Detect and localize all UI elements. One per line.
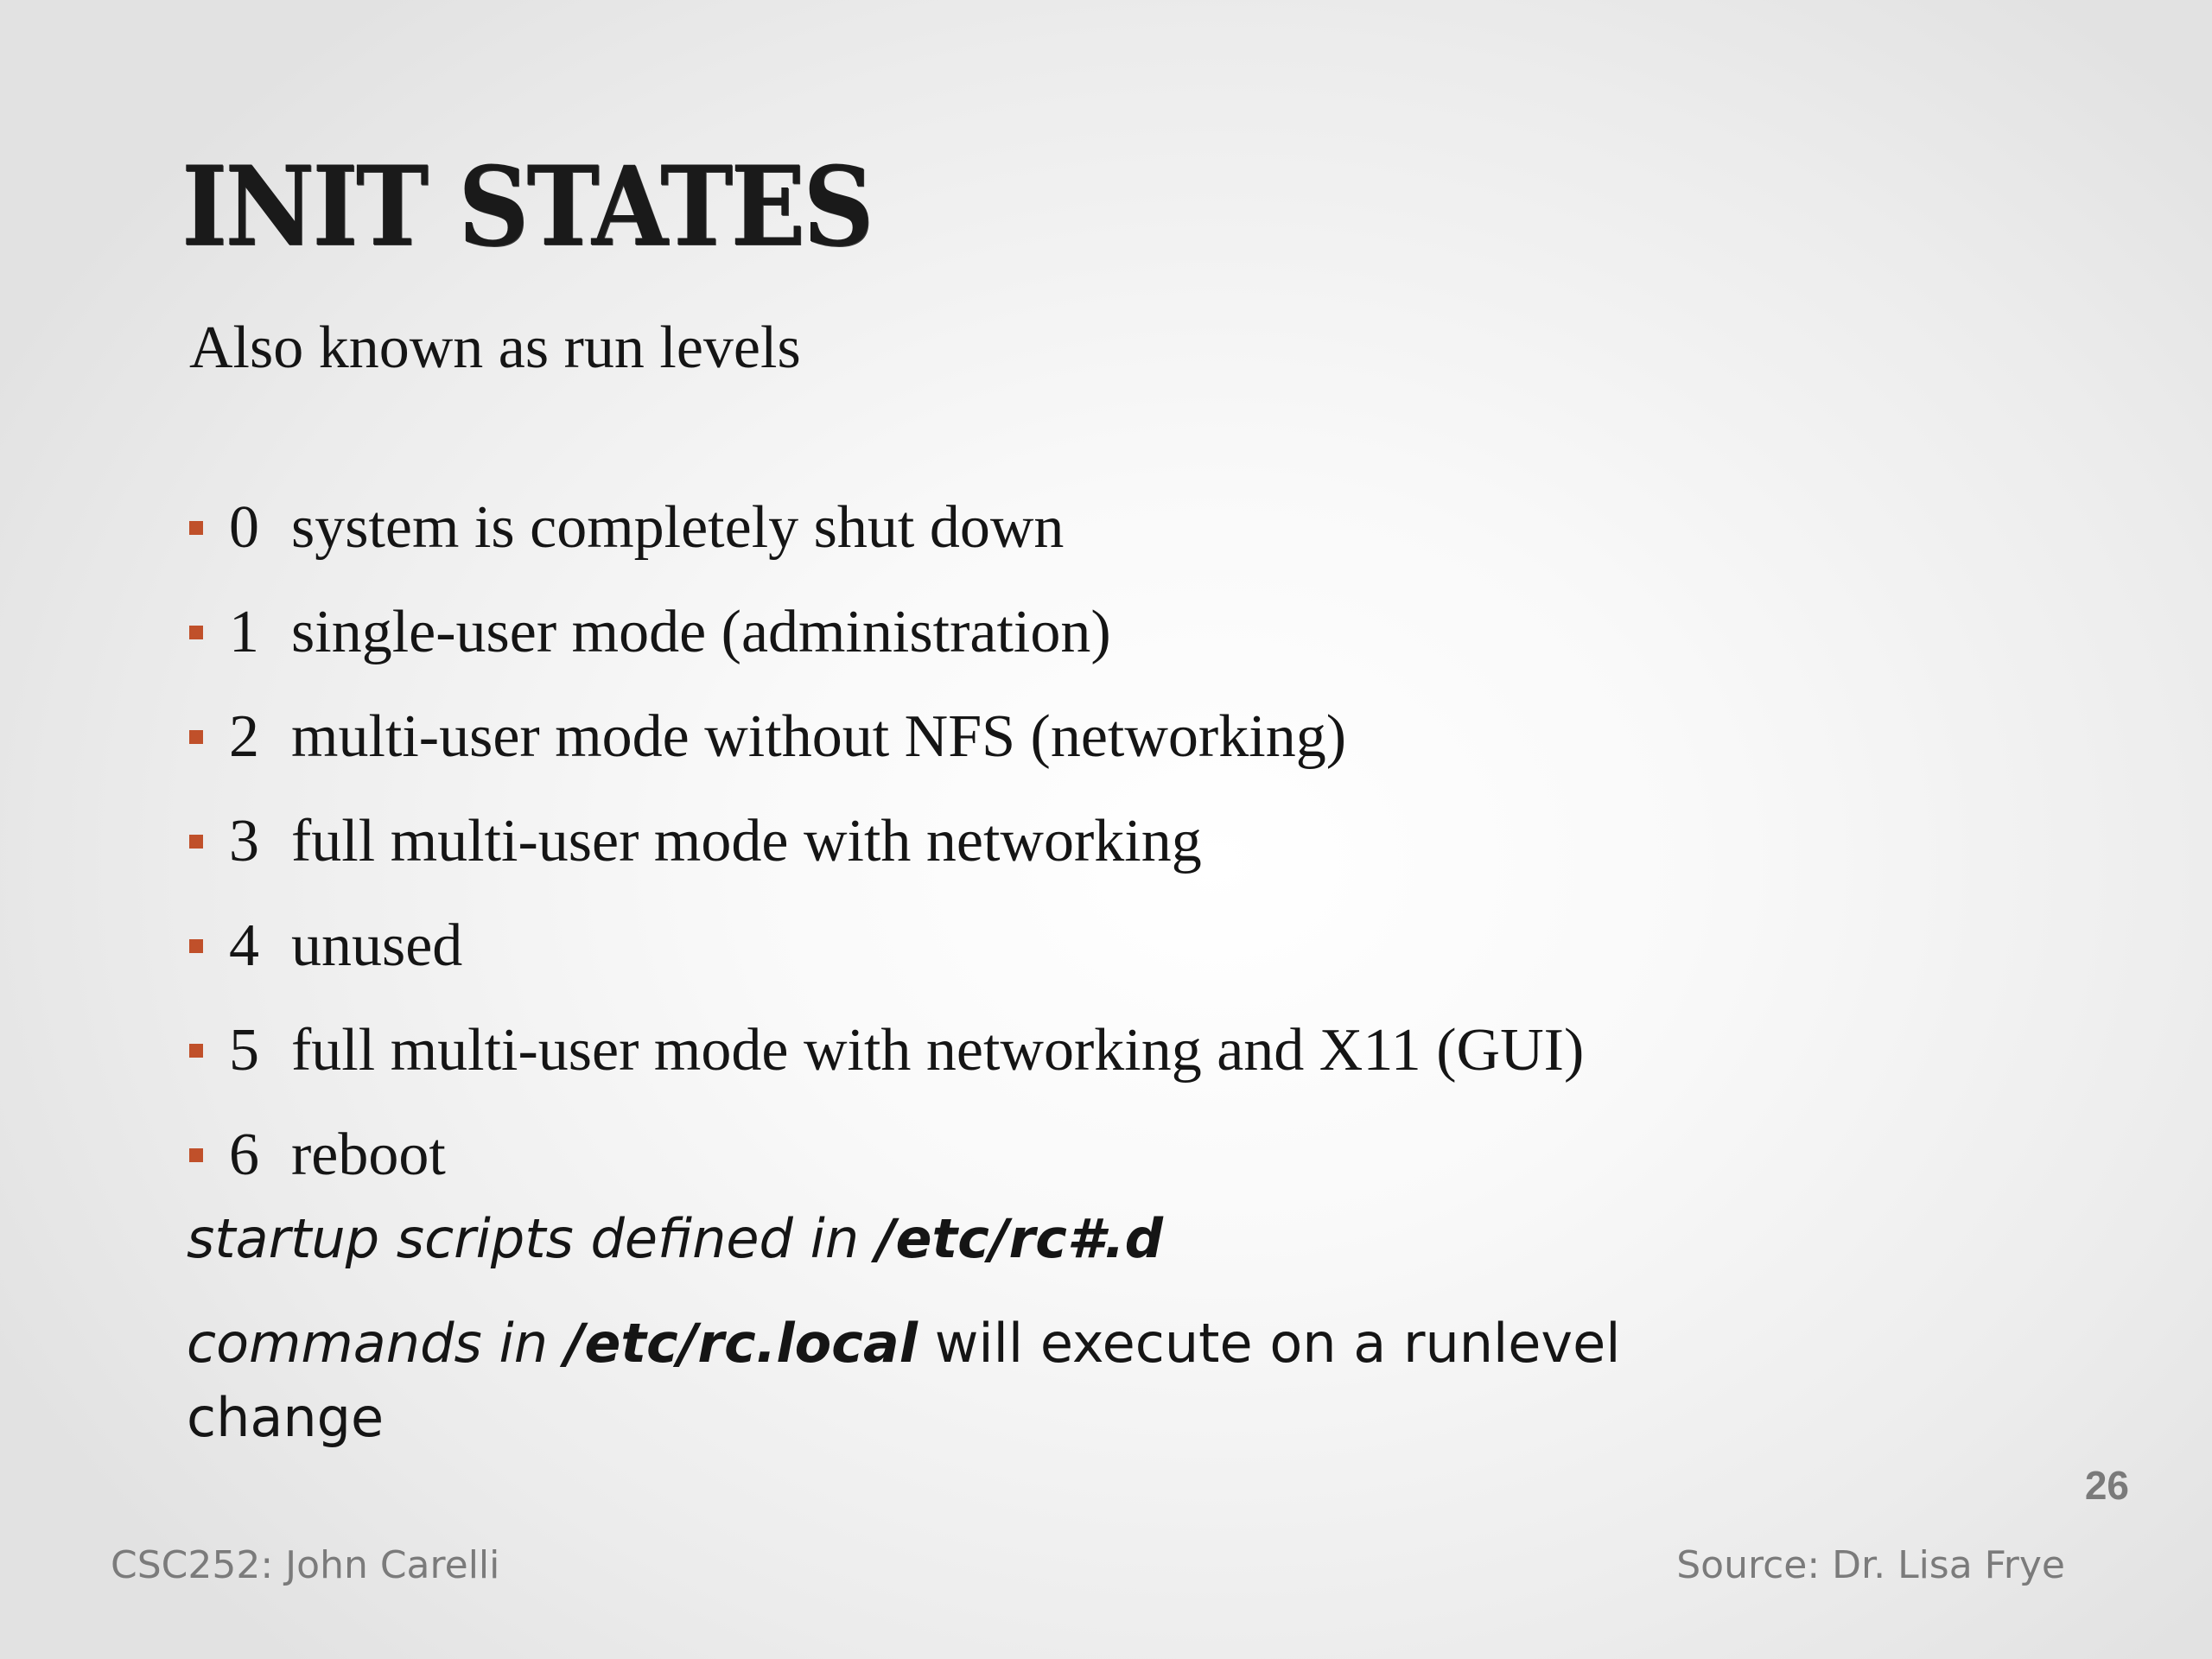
run-level-description: system is completely shut down — [291, 493, 1065, 561]
square-bullet-icon — [189, 1044, 203, 1058]
startup-scripts-note — [187, 1202, 1163, 1276]
footer-source: Source: Dr. Lisa Frye — [1676, 1543, 2065, 1587]
rc-local-note-continuation: change — [187, 1386, 385, 1449]
page-number: 26 — [2084, 1463, 2129, 1508]
run-level-item-3 — [189, 789, 1584, 893]
square-bullet-icon — [189, 730, 203, 744]
slide-title: INIT STATES — [181, 143, 872, 270]
run-level-description: single-user mode (administration) — [291, 598, 1111, 665]
run-level-item-2 — [189, 684, 1584, 789]
square-bullet-icon — [189, 939, 203, 953]
run-level-item-4 — [189, 893, 1584, 998]
rc-local-path: /etc/rc.local — [564, 1312, 918, 1375]
run-level-description: multi-user mode without NFS (networking) — [291, 702, 1347, 770]
square-bullet-icon — [189, 626, 203, 639]
run-level-item-1 — [189, 580, 1584, 684]
run-level-list — [189, 475, 1584, 1207]
run-level-description: reboot — [291, 1121, 446, 1188]
startup-note-prefix: startup scripts defined in — [187, 1207, 876, 1270]
run-level-number: 1 — [229, 598, 259, 665]
slide-subtitle: Also known as run levels — [189, 315, 801, 381]
run-level-description: full multi-user mode with networking and X11 (GUI) — [291, 1016, 1585, 1084]
rc-local-note-prefix: commands in — [187, 1312, 565, 1375]
square-bullet-icon — [189, 521, 203, 535]
run-level-number: 2 — [229, 702, 259, 770]
run-level-number: 6 — [229, 1121, 259, 1188]
run-level-number: 0 — [229, 493, 259, 561]
square-bullet-icon — [189, 1148, 203, 1162]
run-level-item-0 — [189, 475, 1584, 580]
rc-local-note-suffix: will execute on a runlevel — [918, 1312, 1621, 1375]
run-level-description: full multi-user mode with networking — [291, 807, 1202, 874]
rc-local-note — [187, 1306, 1621, 1381]
startup-scripts-path: /etc/rc#.d — [875, 1207, 1163, 1270]
square-bullet-icon — [189, 835, 203, 849]
run-level-number: 5 — [229, 1016, 259, 1084]
run-level-item-5 — [189, 998, 1584, 1103]
run-level-item-6 — [189, 1103, 1584, 1207]
run-level-number: 4 — [229, 912, 259, 979]
run-level-number: 3 — [229, 807, 259, 874]
run-level-description: unused — [291, 912, 463, 979]
footer-course-author: CSC252: John Carelli — [111, 1543, 500, 1587]
